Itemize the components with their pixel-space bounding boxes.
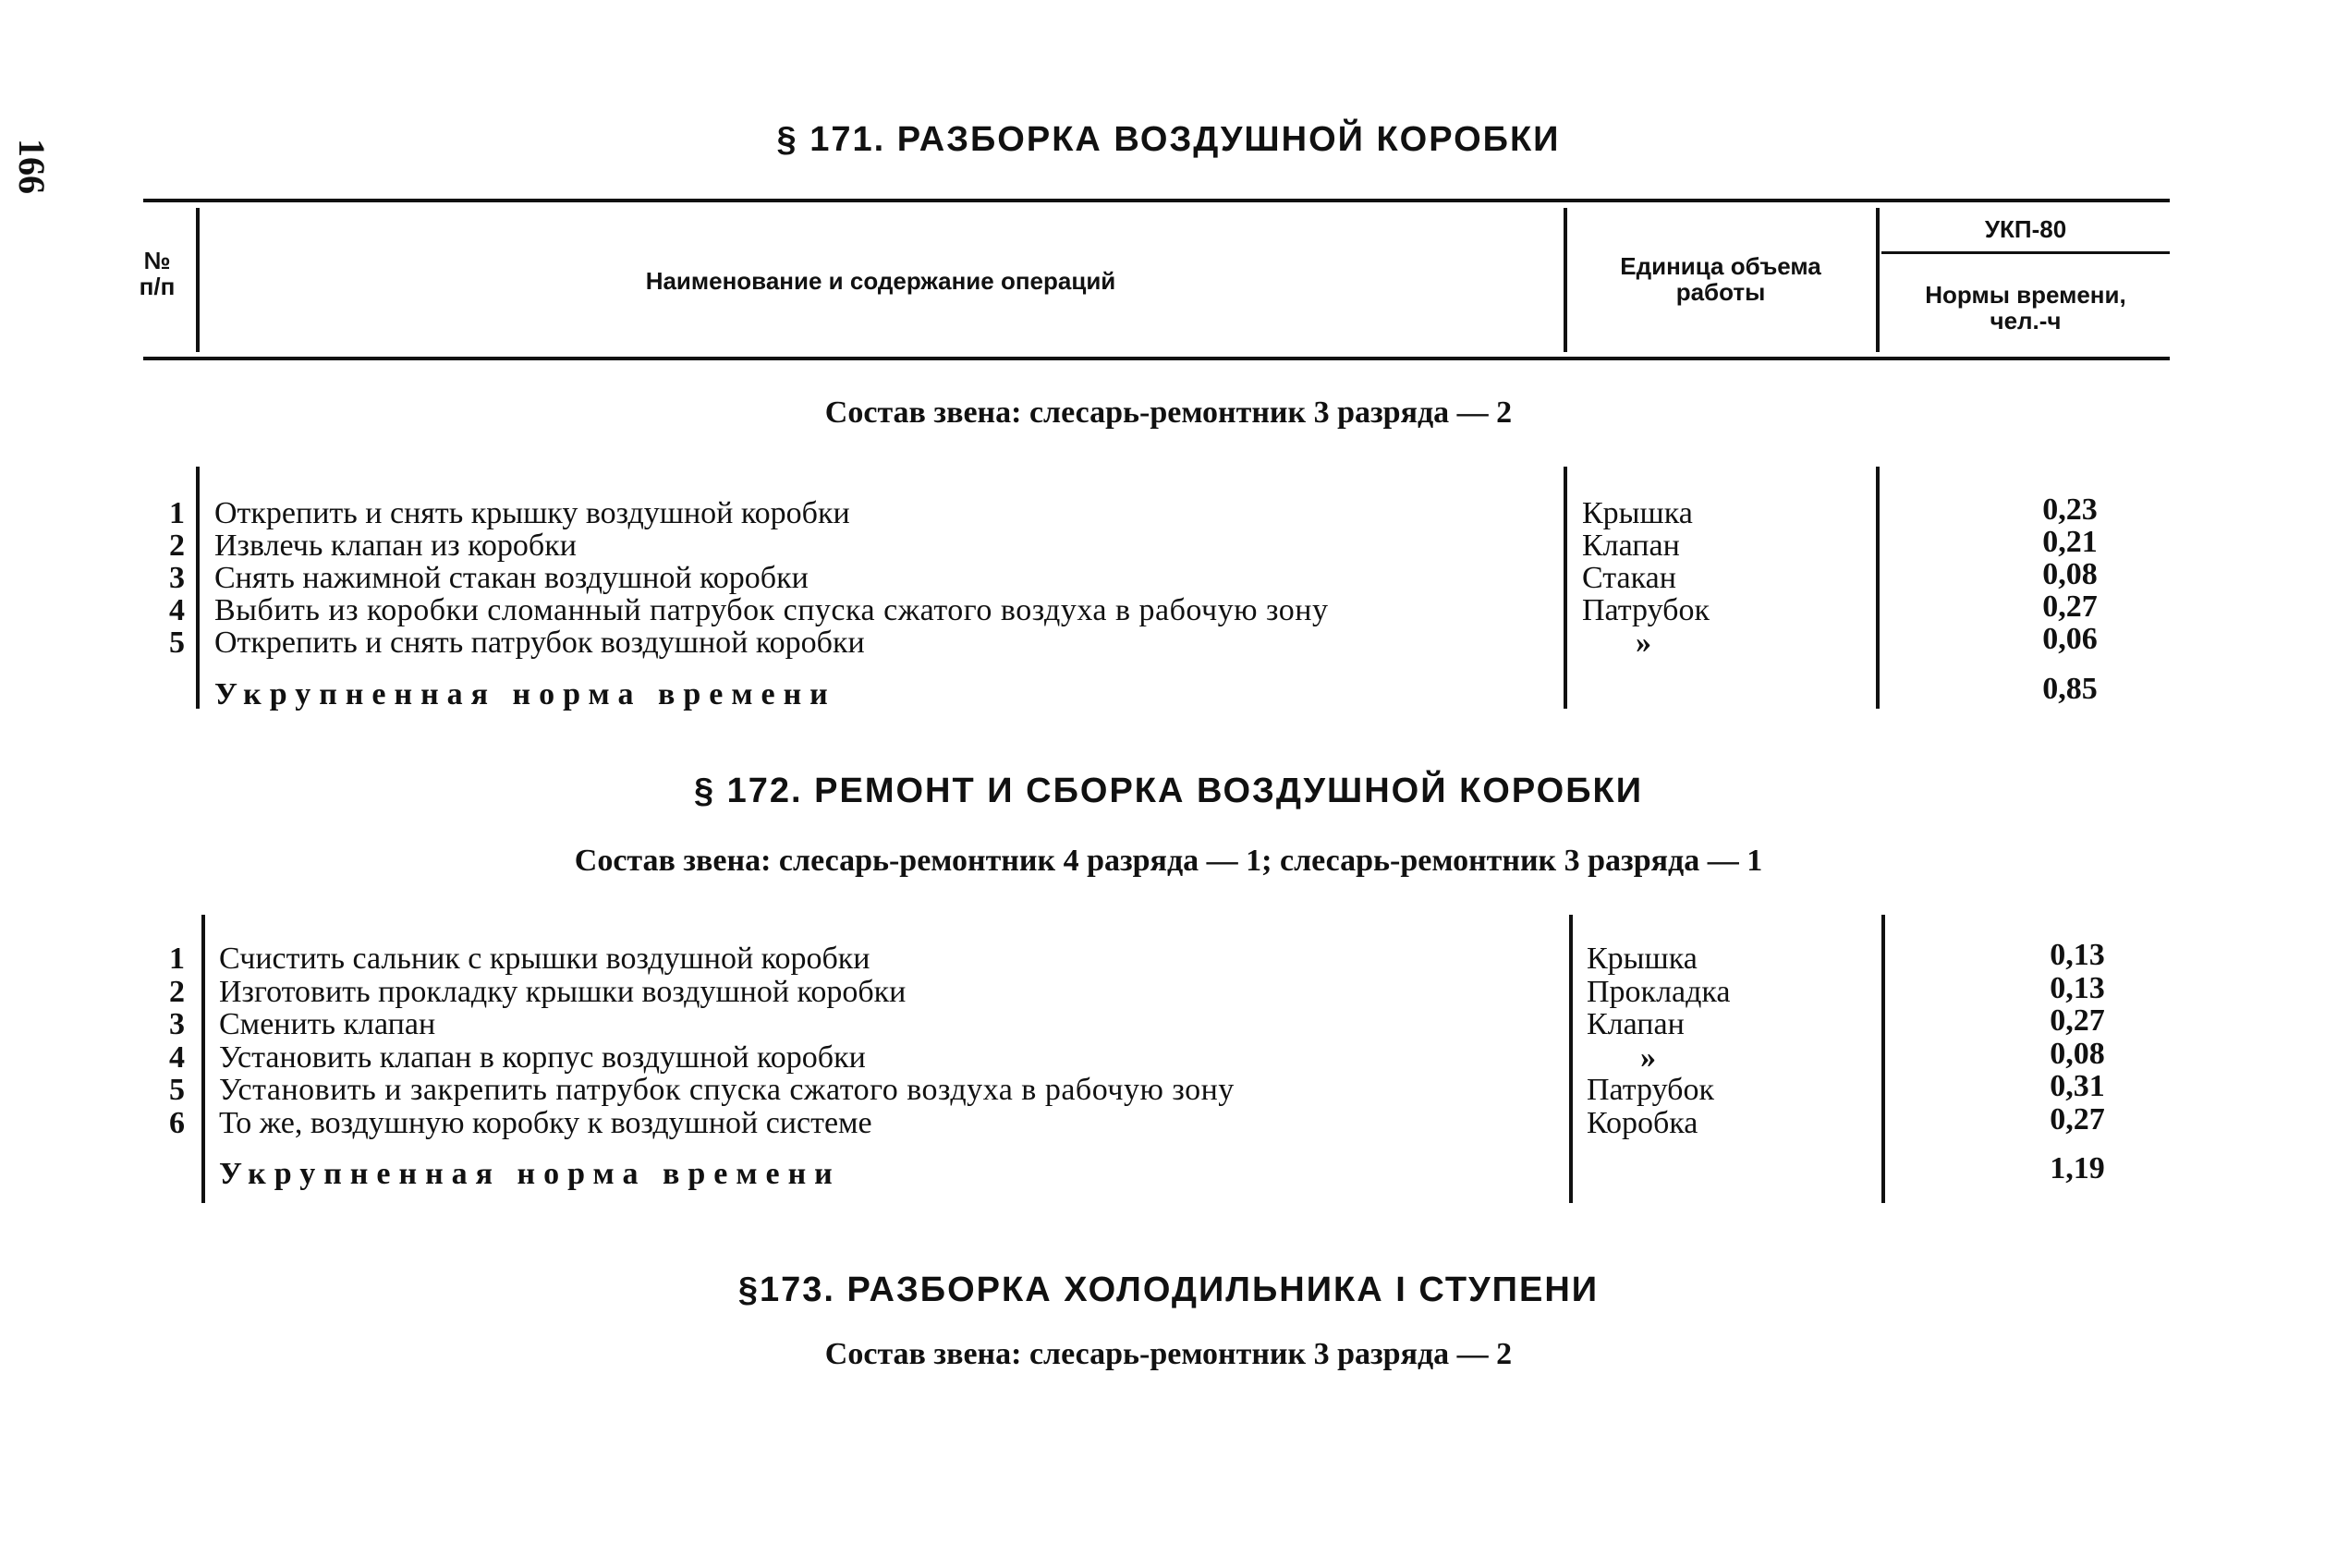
unit: Крышка bbox=[1587, 942, 1698, 976]
operation-name: Установить клапан в корпус воздушной коробки bbox=[219, 1040, 866, 1075]
total-value: 1,19 bbox=[2050, 1151, 2105, 1185]
row-number: 4 bbox=[169, 1040, 185, 1075]
row-number: 2 bbox=[169, 529, 185, 563]
total-label: Укрупненная норма времени bbox=[219, 1157, 841, 1191]
header-divider-1 bbox=[196, 208, 200, 352]
section-title-171: § 171. РАЗБОРКА ВОЗДУШНОЙ КОРОБКИ bbox=[776, 120, 1561, 159]
unit: Клапан bbox=[1587, 1007, 1685, 1041]
operation-name: То же, воздушную коробку к воздушной системе bbox=[219, 1106, 872, 1140]
operation-name: Открепить и снять крышку воздушной коробки bbox=[214, 496, 850, 530]
body-divider-1 bbox=[196, 467, 200, 709]
unit: » bbox=[1636, 626, 1651, 660]
unit: Патрубок bbox=[1582, 593, 1710, 627]
time-norm: 0,27 bbox=[2050, 1102, 2105, 1136]
total-label: Укрупненная норма времени bbox=[214, 677, 836, 711]
operation-name: Извлечь клапан из коробки bbox=[214, 529, 577, 563]
unit: Стакан bbox=[1582, 561, 1676, 595]
crew-composition-172: Состав звена: слесарь-ремонтник 4 разряда — 1; слесарь-ремонтник 3 разряда — 1 bbox=[574, 844, 1763, 878]
operation-name: Снять нажимной стакан воздушной коробки bbox=[214, 561, 809, 595]
header-divider-2 bbox=[1564, 208, 1567, 352]
operation-name: Счистить сальник с крышки воздушной коробки bbox=[219, 942, 870, 976]
body-divider-3 bbox=[1881, 915, 1885, 1203]
time-norm: 0,27 bbox=[2042, 590, 2098, 624]
section-title-173: §173. РАЗБОРКА ХОЛОДИЛЬНИКА I СТУПЕНИ bbox=[737, 1270, 1600, 1309]
time-norm: 0,31 bbox=[2050, 1069, 2105, 1103]
header-divider-3 bbox=[1876, 208, 1880, 352]
header-bottom-rule bbox=[143, 357, 2170, 360]
row-number: 5 bbox=[169, 1073, 185, 1107]
header-group: УКП-80 bbox=[1984, 215, 2067, 243]
unit: Прокладка bbox=[1587, 975, 1731, 1009]
page-number: 166 bbox=[11, 139, 53, 194]
operation-name: Сменить клапан bbox=[219, 1007, 436, 1041]
unit: Коробка bbox=[1587, 1106, 1698, 1140]
row-number: 3 bbox=[169, 561, 185, 595]
header-top-rule bbox=[143, 199, 2170, 202]
time-norm: 0,21 bbox=[2042, 525, 2098, 559]
operation-name: Изготовить прокладку крышки воздушной коробки bbox=[219, 975, 907, 1009]
header-group-rule bbox=[1881, 251, 2170, 254]
header-unit: Единица объема работы bbox=[1620, 252, 1821, 306]
header-norm: Нормы времени, чел.-ч bbox=[1925, 281, 2126, 334]
time-norm: 0,13 bbox=[2050, 971, 2105, 1005]
row-number: 1 bbox=[169, 496, 185, 530]
operation-name: Выбить из коробки сломанный патрубок спуска сжатого воздуха в рабочую зону bbox=[214, 593, 1329, 627]
unit: Крышка bbox=[1582, 496, 1693, 530]
row-number: 1 bbox=[169, 942, 185, 976]
total-value: 0,85 bbox=[2042, 672, 2098, 706]
section-title-172: § 172. РЕМОНТ И СБОРКА ВОЗДУШНОЙ КОРОБКИ bbox=[693, 772, 1644, 810]
body-divider-1 bbox=[201, 915, 205, 1203]
unit: » bbox=[1640, 1040, 1656, 1075]
crew-composition-173: Состав звена: слесарь-ремонтник 3 разряда — 2 bbox=[824, 1337, 1513, 1371]
header-name: Наименование и содержание операций bbox=[645, 267, 1116, 295]
unit: Патрубок bbox=[1587, 1073, 1714, 1107]
header-num: № п/п bbox=[139, 247, 176, 300]
body-divider-2 bbox=[1569, 915, 1573, 1203]
time-norm: 0,13 bbox=[2050, 938, 2105, 972]
body-divider-2 bbox=[1564, 467, 1567, 709]
time-norm: 0,27 bbox=[2050, 1003, 2105, 1038]
time-norm: 0,23 bbox=[2042, 492, 2098, 527]
row-number: 3 bbox=[169, 1007, 185, 1041]
unit: Клапан bbox=[1582, 529, 1680, 563]
operation-name: Открепить и снять патрубок воздушной коробки bbox=[214, 626, 865, 660]
time-norm: 0,08 bbox=[2050, 1037, 2105, 1071]
time-norm: 0,06 bbox=[2042, 622, 2098, 656]
crew-composition-171: Состав звена: слесарь-ремонтник 3 разряда — 2 bbox=[824, 395, 1513, 430]
row-number: 5 bbox=[169, 626, 185, 660]
row-number: 4 bbox=[169, 593, 185, 627]
time-norm: 0,08 bbox=[2042, 557, 2098, 591]
row-number: 2 bbox=[169, 975, 185, 1009]
body-divider-3 bbox=[1876, 467, 1880, 709]
operation-name: Установить и закрепить патрубок спуска сжатого воздуха в рабочую зону bbox=[219, 1073, 1235, 1107]
row-number: 6 bbox=[169, 1106, 185, 1140]
